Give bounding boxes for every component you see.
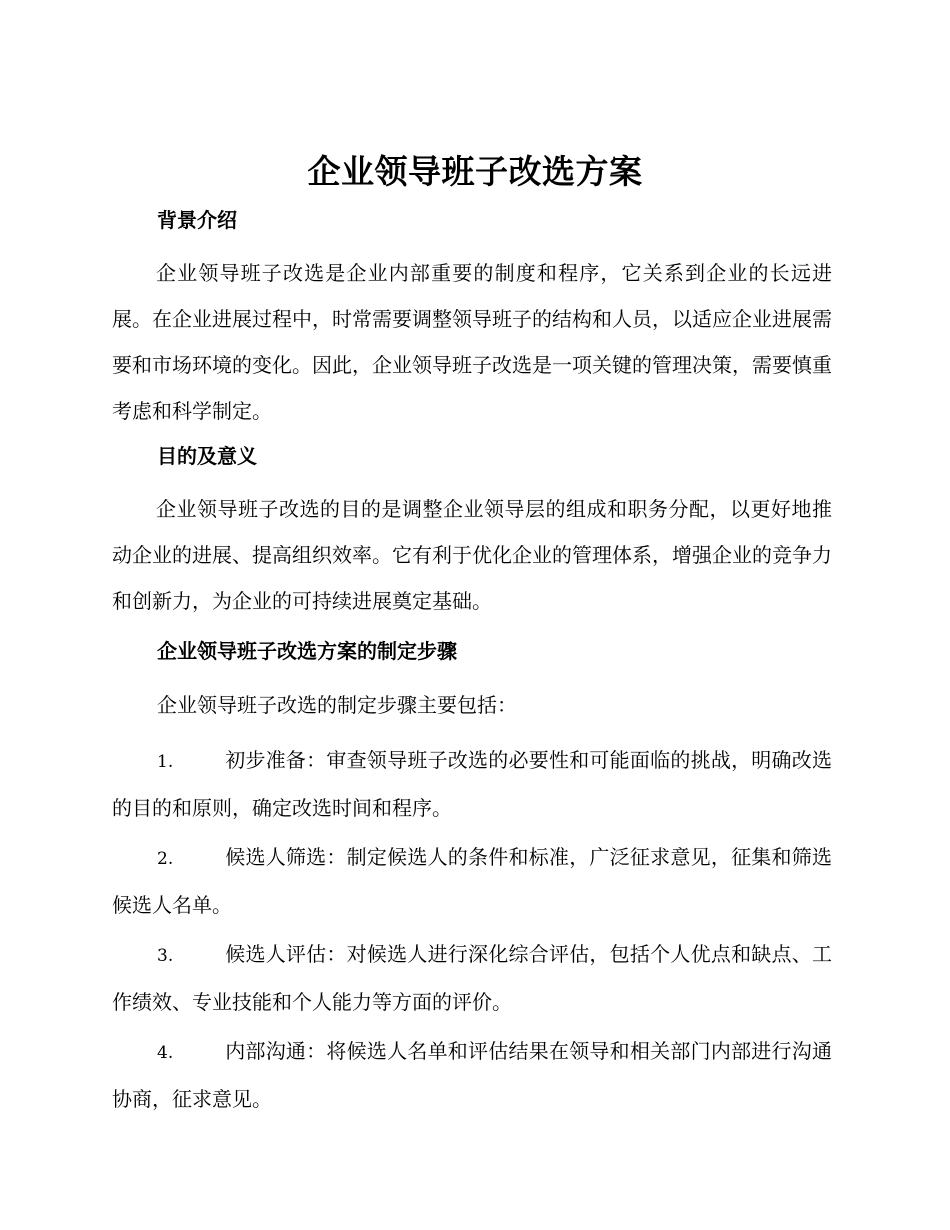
step-item [112, 931, 832, 1025]
step-number: 2. [157, 849, 174, 869]
section-paragraph-background: 企业领导班子改选是企业内部重要的制度和程序，它关系到企业的长远进展。在企业进展过程中，时常需要调整领导班子的结构和人员，以适应企业进展需要和市场环境的变化。因此，企业领导班子改选是一项关键的管理决策，需要慎重考虑和科学制定。 [112, 261, 832, 423]
section-paragraph-purpose: 企业领导班子改选的目的是调整企业领导层的组成和职务分配，以更好地推动企业的进展、提高组织效率。它有利于优化企业的管理体系，增强企业的竞争力和创新力，为企业的可持续进展奠定基础。 [112, 497, 832, 613]
step-number: 1. [157, 752, 174, 772]
step-text: 候选人评估：对候选人进行深化综合评估，包括个人优点和缺点、工作绩效、专业技能和个人能力等方面的评价。 [112, 942, 832, 1014]
section-heading-steps: 企业领导班子改选方案的制定步骤 [157, 639, 457, 663]
document-title: 企业领导班子改选方案 [307, 152, 643, 191]
section-heading-purpose: 目的及意义 [157, 444, 257, 468]
step-number: 4. [157, 1043, 174, 1063]
step-text: 内部沟通：将候选人名单和评估结果在领导和相关部门内部进行沟通协商，征求意见。 [112, 1039, 832, 1111]
step-item [112, 737, 832, 831]
step-number: 3. [157, 946, 174, 966]
step-item [112, 1028, 832, 1122]
step-text: 初步准备：审查领导班子改选的必要性和可能面临的挑战，明确改选的目的和原则，确定改选时间和程序。 [112, 748, 832, 820]
step-text: 候选人筛选：制定候选人的条件和标准，广泛征求意见，征集和筛选候选人名单。 [112, 845, 832, 917]
step-item [112, 834, 832, 928]
section-paragraph-steps-intro: 企业领导班子改选的制定步骤主要包括： [157, 693, 517, 717]
section-heading-background: 背景介绍 [157, 208, 237, 232]
